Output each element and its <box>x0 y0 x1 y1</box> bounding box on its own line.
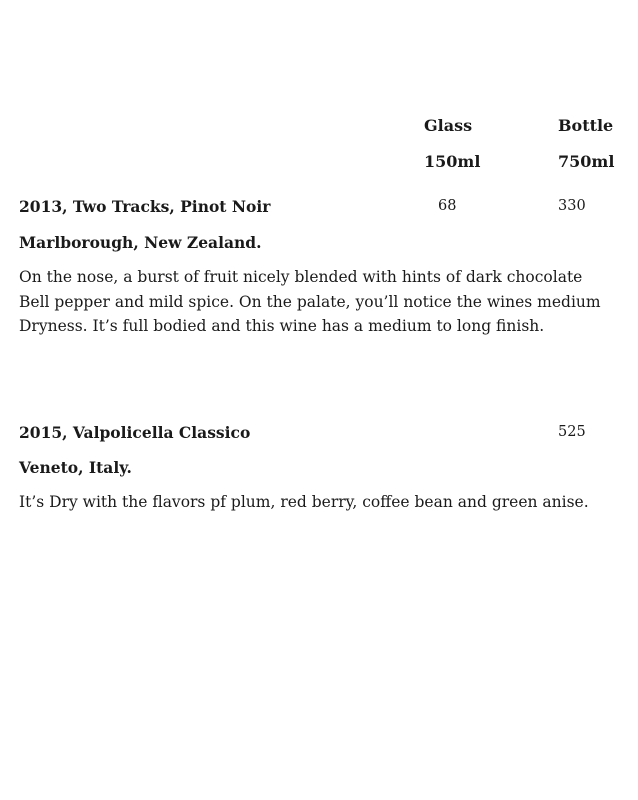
wine-description <box>19 490 589 515</box>
glass-column-header: Glass <box>424 116 473 135</box>
description-line: It’s Dry with the flavors pf plum, red berry, coffee bean and green anise. <box>19 493 589 511</box>
wine-description <box>19 265 601 339</box>
wine-region: Veneto, Italy. <box>19 458 132 477</box>
description-line: On the nose, a burst of fruit nicely blended with hints of dark chocolate <box>19 268 583 286</box>
wine-region: Marlborough, New Zealand. <box>19 233 262 252</box>
glass-price: 68 <box>438 198 457 214</box>
bottle-column-header: Bottle <box>558 116 614 135</box>
wine-title: 2015, Valpolicella Classico <box>19 423 251 442</box>
bottle-price: 330 <box>558 198 586 214</box>
bottle-price: 525 <box>558 424 586 440</box>
wine-title: 2013, Two Tracks, Pinot Noir <box>19 197 271 216</box>
glass-size-header: 150ml <box>424 152 481 171</box>
description-line: Bell pepper and mild spice. On the palate, you’ll notice the wines medium <box>19 292 601 311</box>
bottle-size-header: 750ml <box>558 152 615 171</box>
description-line: Dryness. It’s full bodied and this wine has a medium to long finish. <box>19 317 545 335</box>
